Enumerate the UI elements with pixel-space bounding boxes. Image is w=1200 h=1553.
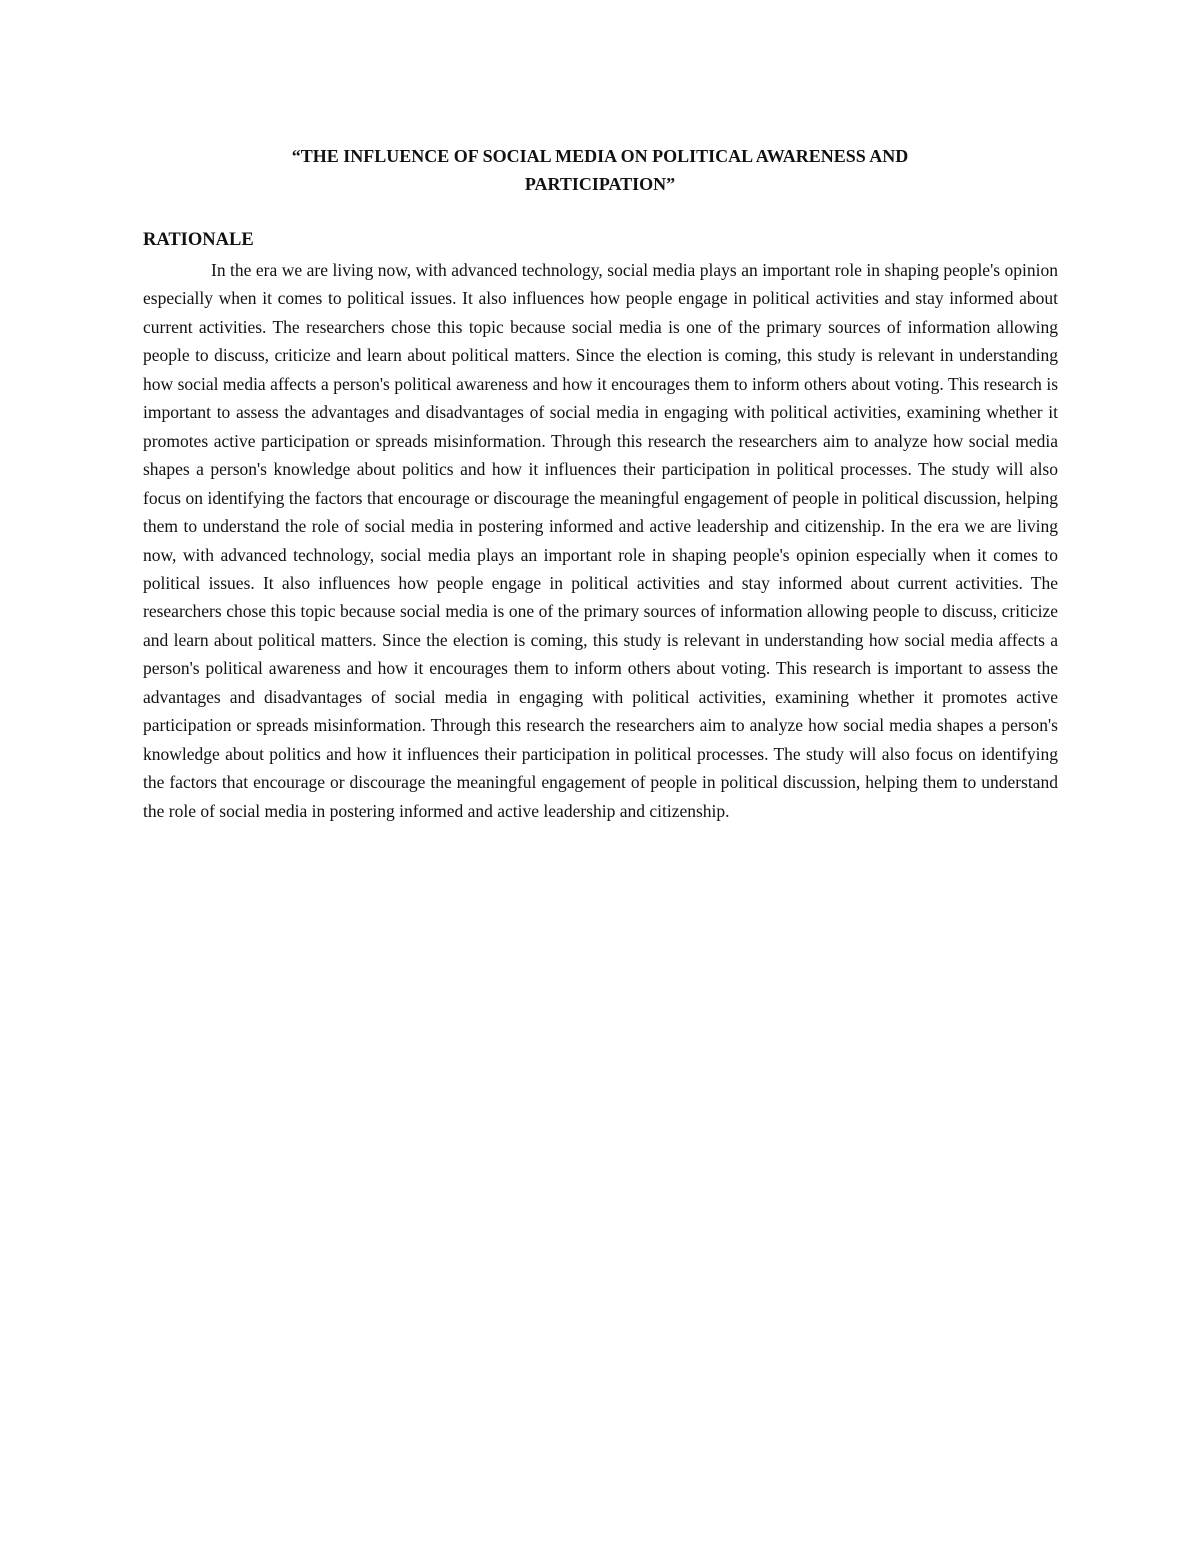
- section-heading-rationale: RATIONALE: [143, 230, 254, 250]
- title-line-1: “THE INFLUENCE OF SOCIAL MEDIA ON POLITICAL AWARENESS AND: [291, 146, 909, 166]
- title-line-2: PARTICIPATION”: [524, 174, 676, 194]
- rationale-paragraph: In the era we are living now, with advanced technology, social media plays an important role in shaping people's opinion especially when it comes to political issues. It also influences how people engage in political activities and stay informed about current activities. The researchers chose this topic because social media is one of the primary sources of information allowing people to discuss, criticize and learn about political matters. Since the election is coming, this study is relevant in understanding how social media affects a person's political awareness and how it encourages them to inform others about voting. This research is important to assess the advantages and disadvantages of social media in engaging with political activities, examining whether it promotes active participation or spreads misinformation. Through this research the researchers aim to analyze how social media shapes a person's knowledge about politics and how it influences their participation in political processes. The study will also focus on identifying the factors that encourage or discourage the meaningful engagement of people in political discussion, helping them to understand the role of social media in postering informed and active leadership and citizenship. In the era we are living now, with advanced technology, social media plays an important role in shaping people's opinion especially when it comes to political issues. It also influences how people engage in political activities and stay informed about current activities. The researchers chose this topic because social media is one of the primary sources of information allowing people to discuss, criticize and learn about political matters. Since the election is coming, this study is relevant in understanding how social media affects a person's political awareness and how it encourages them to inform others about voting. This research is important to assess the advantages and disadvantages of social media in engaging with political activities, examining whether it promotes active participation or spreads misinformation. Through this research the researchers aim to analyze how social media shapes a person's knowledge about politics and how it influences their participation in political processes. The study will also focus on identifying the factors that encourage or discourage the meaningful engagement of people in political discussion, helping them to understand the role of social media in postering informed and active leadership and citizenship.: [143, 260, 1058, 821]
- document-title: [200, 142, 1000, 198]
